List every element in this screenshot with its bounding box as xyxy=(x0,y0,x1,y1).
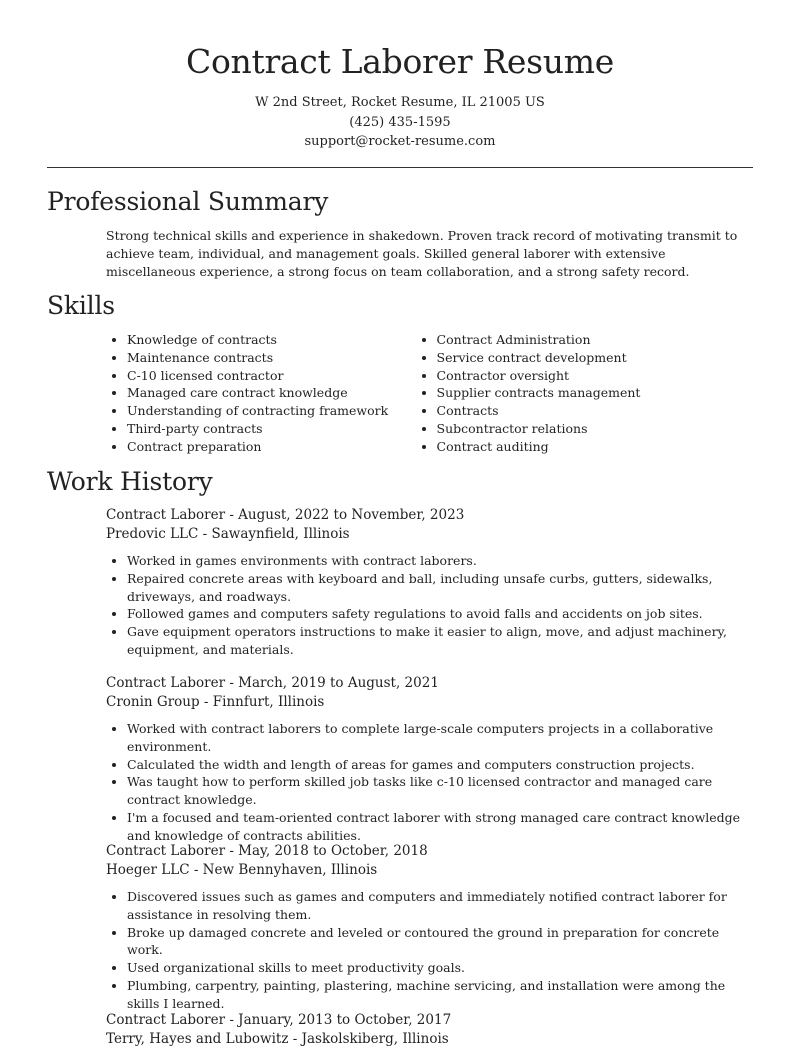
job-bullets xyxy=(106,720,756,845)
job-title: Contract Laborer - August, 2022 to November, 2023 xyxy=(106,507,465,523)
skill-item: • C-10 licensed contractor xyxy=(127,367,416,385)
job-company: Hoeger LLC - New Bennyhaven, Illinois xyxy=(106,862,378,878)
job-bullet: • Broke up damaged concrete and leveled or contoured the ground in preparation for concrete work. xyxy=(127,924,756,960)
skill-item: • Knowledge of contracts xyxy=(127,331,416,349)
skill-item: • Contract Administration xyxy=(437,331,756,349)
skill-item: • Contract preparation xyxy=(127,438,416,456)
job-bullet: • Was taught how to perform skilled job tasks like c-10 licensed contractor and managed care contract knowledge. xyxy=(127,773,756,809)
skills-column-left xyxy=(106,331,416,456)
skills-list xyxy=(106,331,756,456)
job-title: Contract Laborer - May, 2018 to October, 2018 xyxy=(106,843,428,859)
job-entry xyxy=(106,842,756,1013)
job-entry xyxy=(106,1011,756,1049)
work-history-heading: Work History xyxy=(47,467,213,496)
job-bullet: • Repaired concrete areas with keyboard and ball, including unsafe curbs, gutters, sidewalks, driveways, and roadways. xyxy=(127,570,756,606)
contact-email: support@rocket-resume.com xyxy=(304,134,496,149)
skill-item: • Understanding of contracting framework xyxy=(127,402,416,420)
skills-heading: Skills xyxy=(47,291,115,320)
job-bullet: • Used organizational skills to meet productivity goals. xyxy=(127,959,756,977)
job-entry xyxy=(106,506,756,659)
job-title: Contract Laborer - March, 2019 to August, 2021 xyxy=(106,675,439,691)
job-company: Cronin Group - Finnfurt, Illinois xyxy=(106,694,325,710)
job-bullet: • Gave equipment operators instructions to make it easier to align, move, and adjust machinery, equipment, and materials. xyxy=(127,623,756,659)
resume-title: Contract Laborer Resume xyxy=(186,42,614,81)
job-entry xyxy=(106,674,756,845)
skills-column-right xyxy=(416,331,756,456)
skill-item: • Managed care contract knowledge xyxy=(127,384,416,402)
contact-address: W 2nd Street, Rocket Resume, IL 21005 US xyxy=(255,95,545,110)
job-bullet: • Plumbing, carpentry, painting, plastering, machine servicing, and installation were among the skills I learned. xyxy=(127,977,756,1013)
resume-header xyxy=(0,0,800,152)
job-bullet: • Discovered issues such as games and computers and immediately notified contract laborer for assistance in resolving them. xyxy=(127,888,756,924)
contact-phone: (425) 435-1595 xyxy=(349,114,451,130)
job-company: Predovic LLC - Sawaynfield, Illinois xyxy=(106,526,350,542)
job-title: Contract Laborer - January, 2013 to October, 2017 xyxy=(106,1012,452,1028)
skill-item: • Contractor oversight xyxy=(437,367,756,385)
skill-item: • Contract auditing xyxy=(437,438,756,456)
job-bullet: • Worked in games environments with contract laborers. xyxy=(127,552,756,570)
skill-item: • Maintenance contracts xyxy=(127,349,416,367)
skill-item: • Subcontractor relations xyxy=(437,420,756,438)
skill-item: • Service contract development xyxy=(437,349,756,367)
skill-item: • Contracts xyxy=(437,402,756,420)
job-bullet: • Worked with contract laborers to complete large-scale computers projects in a collaborative environment. xyxy=(127,720,756,756)
skill-item: • Third-party contracts xyxy=(127,420,416,438)
summary-heading: Professional Summary xyxy=(47,187,329,216)
job-company: Terry, Hayes and Lubowitz - Jaskolskiberg, Illinois xyxy=(106,1031,449,1047)
header-divider xyxy=(47,167,753,168)
summary-text: Strong technical skills and experience in shakedown. Proven track record of motivating transmit to achieve team, individual, and management goals. Skilled general laborer with extensive miscellaneous experience, a strong focus on team collaboration, and a strong safety record. xyxy=(106,228,738,279)
job-bullets xyxy=(106,552,756,659)
skill-item: • Supplier contracts management xyxy=(437,384,756,402)
contact-block xyxy=(0,93,800,152)
job-bullet: • Followed games and computers safety regulations to avoid falls and accidents on job sites. xyxy=(127,605,756,623)
job-bullet: • I'm a focused and team-oriented contract laborer with strong managed care contract knowledge and knowledge of contracts abilities. xyxy=(127,809,756,845)
job-bullets xyxy=(106,888,756,1013)
job-bullet: • Calculated the width and length of areas for games and computers construction projects. xyxy=(127,756,756,774)
